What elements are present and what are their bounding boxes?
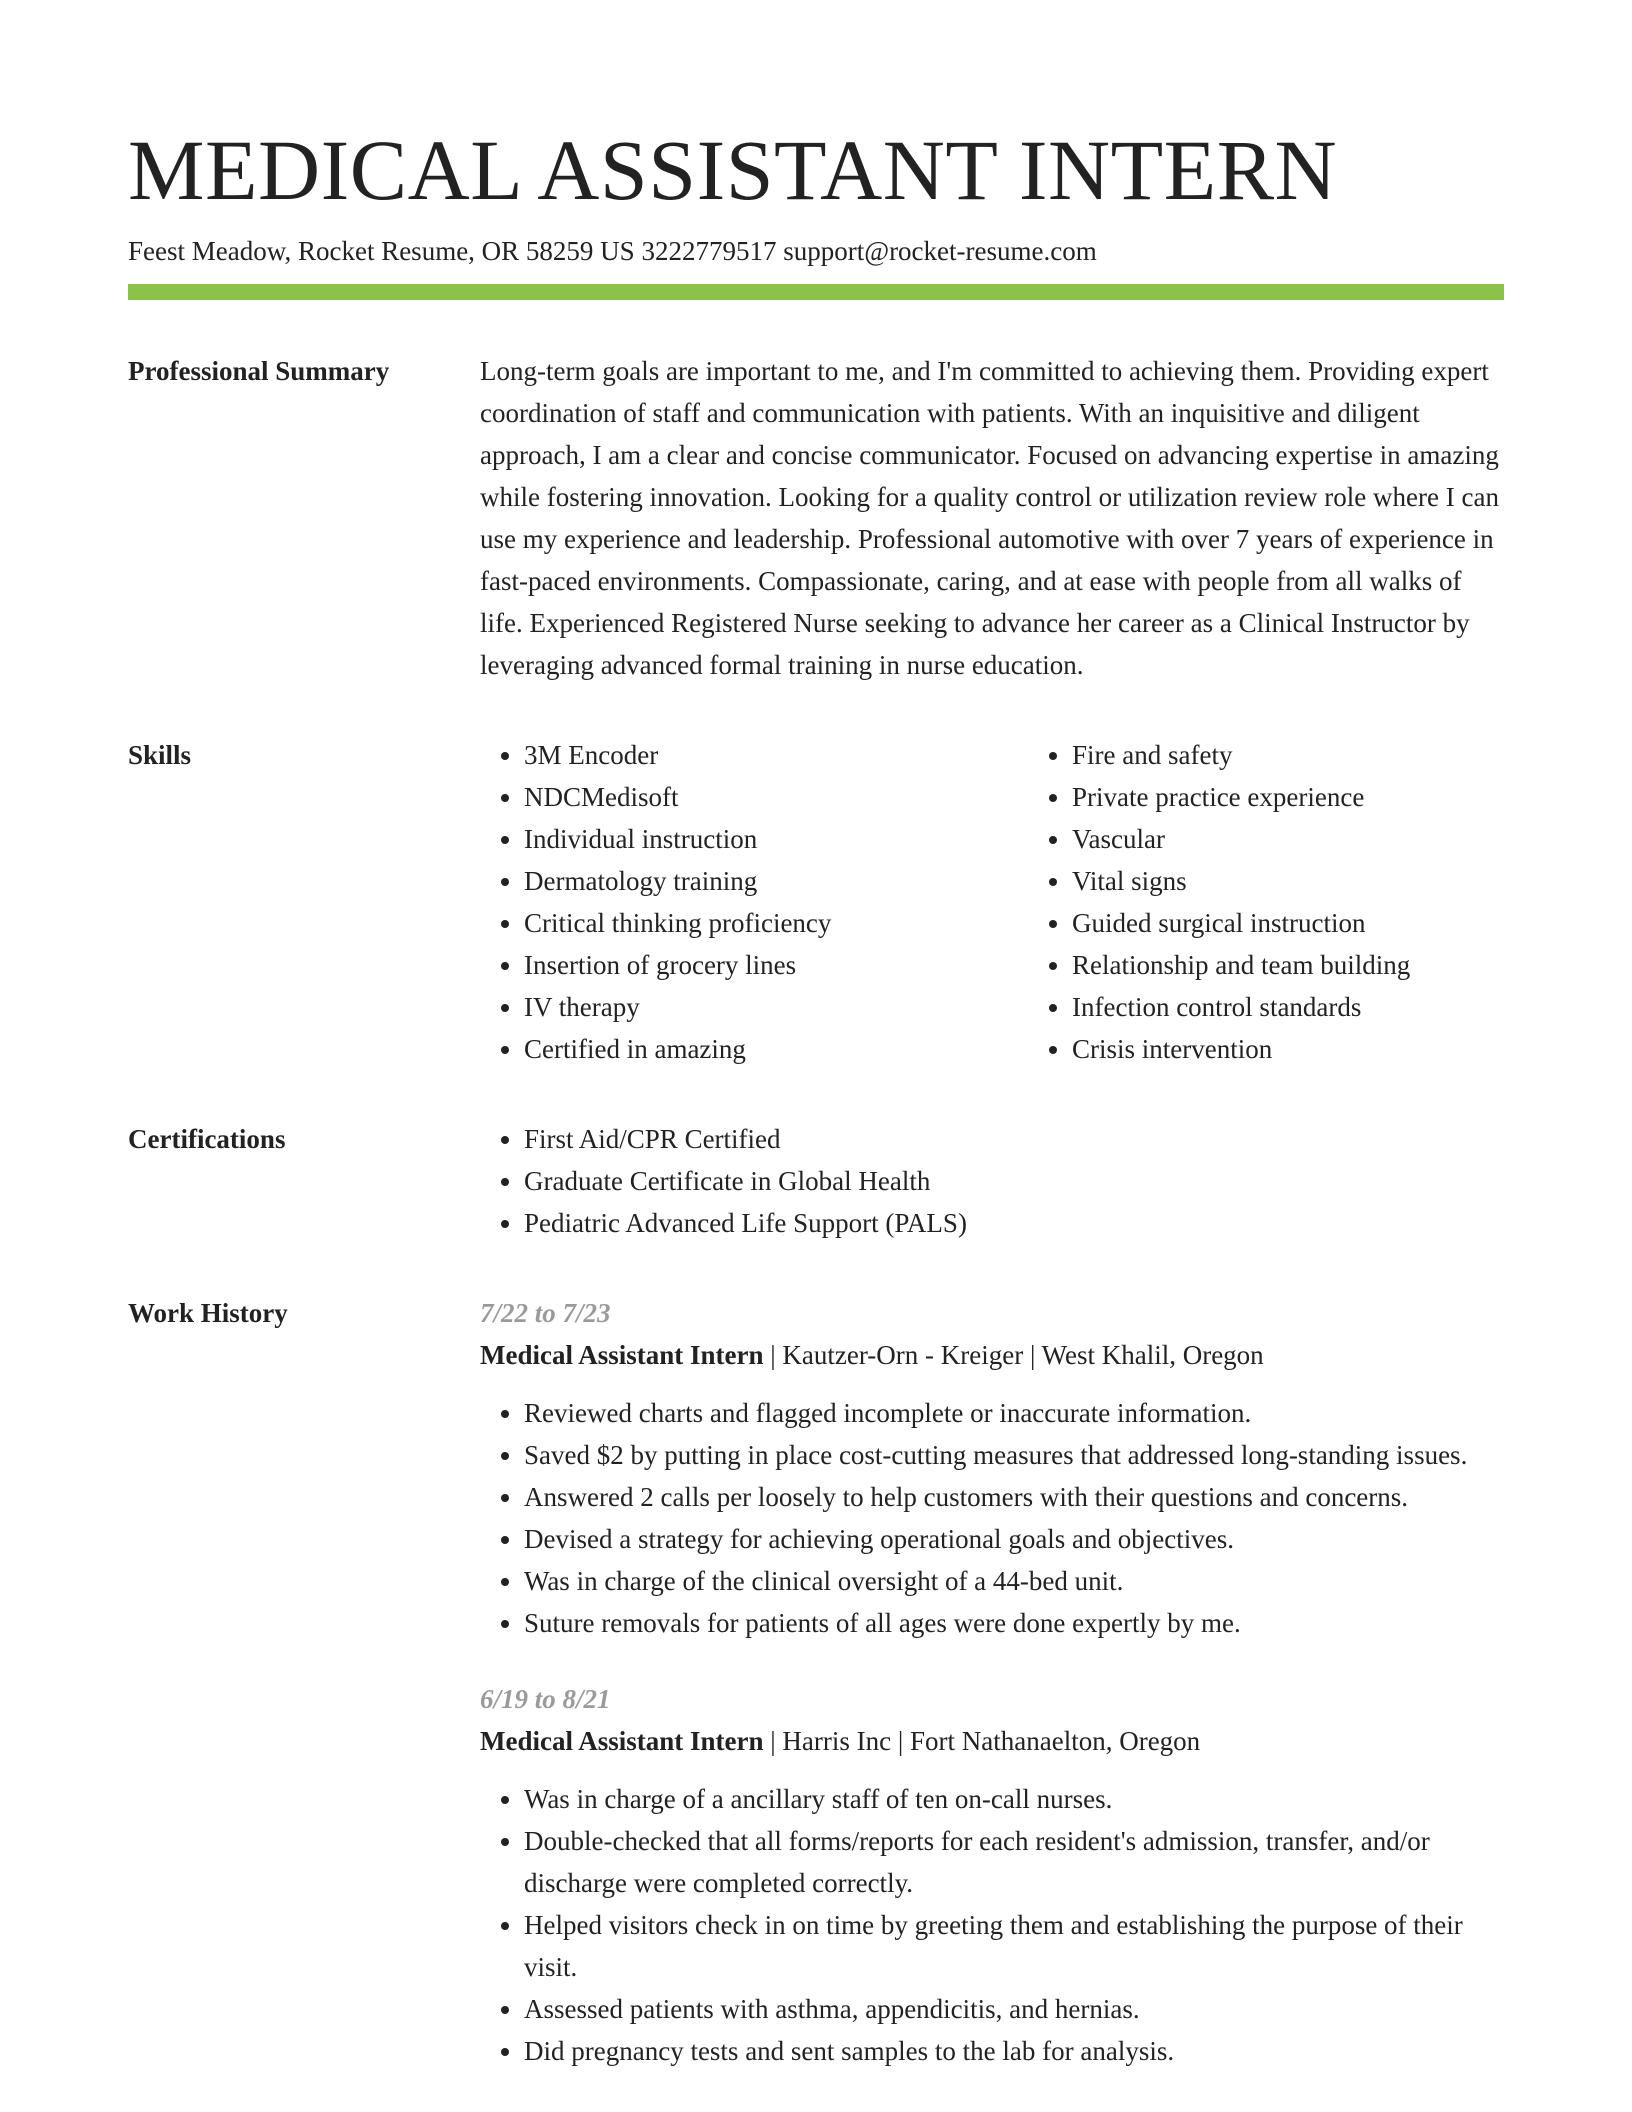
job-title: Medical Assistant Intern [480, 1340, 764, 1370]
contact-email: support@rocket-resume.com [783, 236, 1097, 266]
skills-list-left [480, 734, 1028, 1070]
candidate-name: MEDICAL ASSISTANT INTERN [128, 122, 1338, 218]
certifications-label: Certifications [128, 1124, 286, 1154]
skills-content [480, 734, 1504, 1070]
skill-item: • Relationship and team building [1072, 944, 1504, 986]
job-dates: 6/19 to 8/21 [480, 1684, 611, 1714]
skill-item: • 3M Encoder [524, 734, 1028, 776]
work-history-label: Work History [128, 1298, 288, 1328]
skill-item: • Vascular [1072, 818, 1504, 860]
certifications-list [480, 1118, 1504, 1244]
job-title: Medical Assistant Intern [480, 1726, 764, 1756]
certification-item: • First Aid/CPR Certified [524, 1118, 1504, 1160]
skill-item: • Dermatology training [524, 860, 1028, 902]
certification-item: • Pediatric Advanced Life Support (PALS) [524, 1202, 1504, 1244]
skills-list-right [1028, 734, 1504, 1070]
skill-item: • Private practice experience [1072, 776, 1504, 818]
skill-item: • Vital signs [1072, 860, 1504, 902]
skill-item: • Insertion of grocery lines [524, 944, 1028, 986]
contact-address: Feest Meadow, Rocket Resume, OR 58259 US [128, 236, 635, 266]
skill-item: • Fire and safety [1072, 734, 1504, 776]
work-history-section [128, 1292, 1504, 2072]
skill-item: • IV therapy [524, 986, 1028, 1028]
job-bullet: • Saved $2 by putting in place cost-cutting measures that addressed long-standing issues. [524, 1434, 1504, 1476]
skill-item: • Guided surgical instruction [1072, 902, 1504, 944]
skill-item: • Infection control standards [1072, 986, 1504, 1028]
job-bullets [480, 1392, 1504, 1644]
certifications-content [480, 1118, 1504, 1244]
job-bullet: • Devised a strategy for achieving operational goals and objectives. [524, 1518, 1504, 1560]
certifications-section [128, 1118, 1504, 1244]
skills-label: Skills [128, 740, 192, 770]
skill-item: • Critical thinking proficiency [524, 902, 1028, 944]
contact-line [128, 232, 1504, 270]
job-bullet: • Reviewed charts and flagged incomplete or inaccurate information. [524, 1392, 1504, 1434]
skill-item: • Individual instruction [524, 818, 1028, 860]
summary-section [128, 350, 1504, 686]
resume-page [128, 120, 1504, 2072]
skill-item: • Certified in amazing [524, 1028, 1028, 1070]
job-bullet: • Answered 2 calls per loosely to help customers with their questions and concerns. [524, 1476, 1504, 1518]
job-bullet: • Did pregnancy tests and sent samples to the lab for analysis. [524, 2030, 1504, 2072]
job-title-line [480, 1334, 1504, 1376]
job-entry [480, 1678, 1504, 2072]
job-details: | Kautzer-Orn - Kreiger | West Khalil, Oregon [763, 1340, 1264, 1370]
job-entry [480, 1292, 1504, 1644]
job-bullet: • Helped visitors check in on time by greeting them and establishing the purpose of their visit. [524, 1904, 1504, 1988]
summary-content [480, 350, 1504, 686]
skills-section [128, 734, 1504, 1070]
work-history-content [480, 1292, 1504, 2072]
summary-label: Professional Summary [128, 356, 390, 386]
summary-text: Long-term goals are important to me, and I'm committed to achieving them. Providing expert coordination of staff and communication with patients. With an inquisitive and diligent approach, I am a clear and concise communicator. Focused on advancing expertise in amazing while fostering innovation. Looking for a quality control or utilization review role where I can use my experience and leadership. Professional automotive with over 7 years of experience in fast-paced environments. Compassionate, caring, and at ease with people from all walks of life. Experienced Registered Nurse seeking to advance her career as a Clinical Instructor by leveraging advanced formal training in nurse education. [480, 356, 1499, 680]
job-bullets [480, 1778, 1504, 2072]
skill-item: • Crisis intervention [1072, 1028, 1504, 1070]
job-bullet: • Was in charge of a ancillary staff of ten on-call nurses. [524, 1778, 1504, 1820]
job-bullet: • Suture removals for patients of all ages were done expertly by me. [524, 1602, 1504, 1644]
job-bullet: • Was in charge of the clinical oversight of a 44-bed unit. [524, 1560, 1504, 1602]
certification-item: • Graduate Certificate in Global Health [524, 1160, 1504, 1202]
contact-phone: 3222779517 [641, 236, 777, 266]
header-divider [128, 284, 1504, 300]
job-dates: 7/22 to 7/23 [480, 1298, 611, 1328]
skill-item: • NDCMedisoft [524, 776, 1028, 818]
job-bullet: • Assessed patients with asthma, appendicitis, and hernias. [524, 1988, 1504, 2030]
job-bullet: • Double-checked that all forms/reports for each resident's admission, transfer, and/or discharge were completed correctly. [524, 1820, 1504, 1904]
job-details: | Harris Inc | Fort Nathanaelton, Oregon [763, 1726, 1201, 1756]
job-title-line [480, 1720, 1504, 1762]
